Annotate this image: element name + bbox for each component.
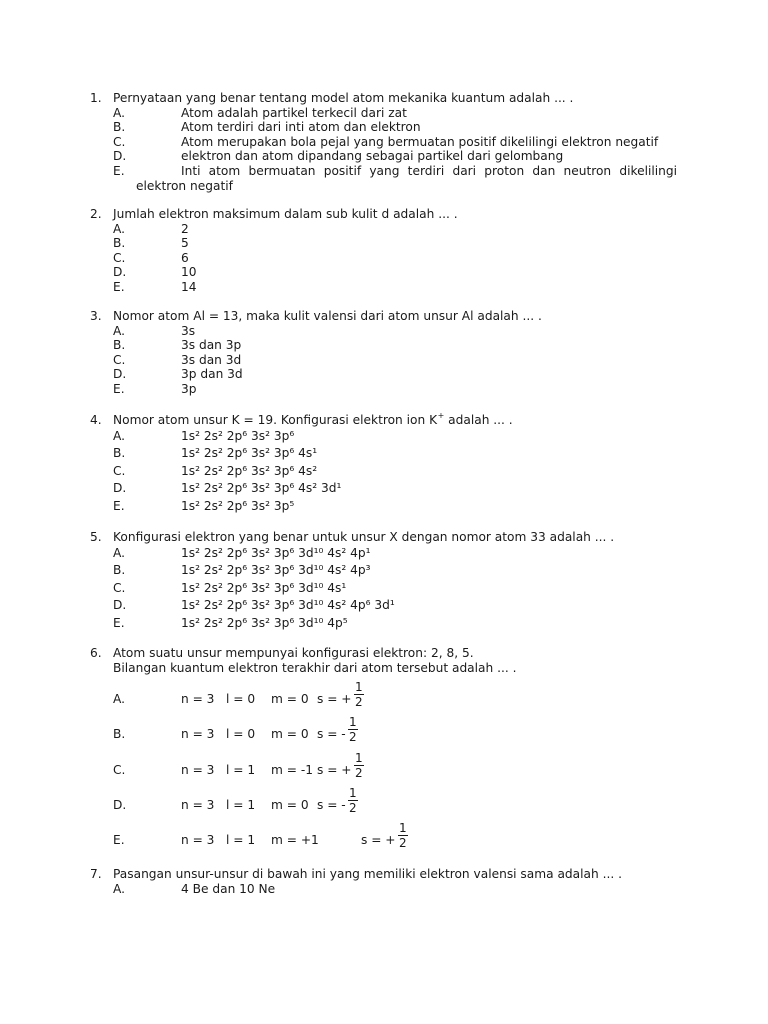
question-number: 1.: [90, 91, 102, 105]
option-letter: A.: [113, 323, 125, 338]
option-c: [0, 353, 768, 368]
quantum-l: l = 0: [226, 692, 256, 707]
option-e: [0, 498, 768, 516]
option-text: 1s² 2s² 2p⁶ 3s² 3p⁶ 3d¹⁰ 4s² 4p¹: [181, 545, 371, 560]
quantum-n: n = 3: [181, 727, 215, 742]
quantum-l: l = 0: [226, 727, 256, 742]
option-letter: C.: [113, 463, 126, 478]
option-letter: D.: [113, 367, 127, 382]
question-text: Jumlah elektron maksimum dalam sub kulit d adalah ... .: [113, 207, 458, 221]
option-b: [0, 338, 768, 353]
quantum-n: n = 3: [181, 692, 215, 707]
quantum-n: n = 3: [181, 797, 215, 812]
quantum-m: m = 0: [271, 692, 309, 707]
option-letter: C.: [113, 762, 126, 777]
option-text: 1s² 2s² 2p⁶ 3s² 3p⁵: [181, 498, 295, 513]
question-5: [0, 530, 768, 633]
option-letter: E.: [113, 163, 125, 178]
quantum-n: n = 3: [181, 762, 215, 777]
option-text: 10: [181, 265, 197, 280]
option-d: [0, 597, 768, 615]
option-letter: C.: [113, 580, 126, 595]
option-a: [0, 545, 768, 563]
option-a: [0, 428, 768, 446]
option-a: [0, 106, 768, 121]
option-e: [0, 822, 768, 857]
question-text: Atom suatu unsur mempunyai konfigurasi elektron: 2, 8, 5.: [113, 646, 474, 660]
option-d: [0, 149, 768, 164]
question-4: [0, 410, 768, 516]
option-text: 14: [181, 279, 197, 294]
option-letter: D.: [113, 598, 127, 613]
option-text: Atom adalah partikel terkecil dari zat: [181, 105, 407, 120]
option-letter: E.: [113, 381, 125, 396]
option-e: [0, 382, 768, 397]
option-letter: B.: [113, 727, 126, 742]
quantum-m: m = -1: [271, 762, 313, 777]
quantum-s: s = +: [317, 692, 352, 707]
option-b: [0, 562, 768, 580]
option-letter: B.: [113, 236, 126, 251]
option-text: Inti atom bermuatan positif yang terdiri dari proton dan neutron dikelilingi: [181, 163, 677, 178]
option-letter: A.: [113, 428, 125, 443]
option-d: [0, 265, 768, 280]
option-letter: C.: [113, 250, 126, 265]
option-letter: B.: [113, 446, 126, 461]
option-text: 3p: [181, 381, 197, 396]
option-letter: D.: [113, 481, 127, 496]
fraction: $\frac{1}{2}$: [399, 820, 407, 850]
option-d: [0, 787, 768, 822]
option-text: Atom terdiri dari inti atom dan elektron: [181, 120, 421, 135]
option-d: [0, 367, 768, 382]
option-text: 1s² 2s² 2p⁶ 3s² 3p⁶: [181, 428, 295, 443]
quantum-s: s = +: [317, 762, 352, 777]
option-text: 1s² 2s² 2p⁶ 3s² 3p⁶ 3d¹⁰ 4s² 4p⁶ 3d¹: [181, 598, 395, 613]
quantum-s: s = -: [317, 727, 346, 742]
option-c: [0, 251, 768, 266]
option-letter: A.: [113, 692, 125, 707]
quantum-s: s = +: [361, 832, 396, 847]
quantum-s: s = -: [317, 797, 346, 812]
quantum-m: m = +1: [271, 832, 319, 847]
option-text-continuation: elektron negatif: [136, 178, 233, 193]
question-2: [0, 207, 768, 295]
question-text: Pernyataan yang benar tentang model atom mekanika kuantum adalah ... .: [113, 91, 574, 105]
option-letter: E.: [113, 615, 125, 630]
option-e: [0, 280, 768, 295]
quantum-l: l = 1: [226, 762, 256, 777]
question-text: Pasangan unsur-unsur di bawah ini yang memiliki elektron valensi sama adalah ... .: [113, 867, 622, 881]
option-letter: A.: [113, 881, 125, 896]
option-b: [0, 236, 768, 251]
option-text: 6: [181, 250, 189, 265]
option-letter: A.: [113, 221, 125, 236]
option-c: [0, 752, 768, 787]
question-text: Nomor atom Al = 13, maka kulit valensi dari atom unsur Al adalah ... .: [113, 309, 542, 323]
option-text: 1s² 2s² 2p⁶ 3s² 3p⁶ 4s¹: [181, 446, 318, 461]
option-letter: B.: [113, 563, 126, 578]
option-text: 3s dan 3p: [181, 338, 242, 353]
question-number: 7.: [90, 867, 102, 881]
option-e: [0, 615, 768, 633]
option-d: [0, 480, 768, 498]
option-b: [0, 716, 768, 751]
option-letter: C.: [113, 352, 126, 367]
option-letter: D.: [113, 149, 127, 164]
option-a: [0, 324, 768, 339]
quantum-l: l = 1: [226, 832, 256, 847]
option-text: 1s² 2s² 2p⁶ 3s² 3p⁶ 4s² 3d¹: [181, 481, 342, 496]
option-c: [0, 135, 768, 150]
question-number: 5.: [90, 530, 102, 544]
option-text: 2: [181, 221, 189, 236]
option-text: 4 Be dan 10 Ne: [181, 881, 276, 896]
option-e-continuation: [0, 179, 768, 194]
option-letter: B.: [113, 338, 126, 353]
option-letter: D.: [113, 265, 127, 280]
option-text: 3p dan 3d: [181, 367, 243, 382]
option-text: 1s² 2s² 2p⁶ 3s² 3p⁶ 3d¹⁰ 4s¹: [181, 580, 347, 595]
option-text: 3s dan 3d: [181, 352, 242, 367]
question-number: 6.: [90, 646, 102, 660]
question-text: Konfigurasi elektron yang benar untuk unsur X dengan nomor atom 33 adalah ... .: [113, 530, 615, 544]
question-number: 4.: [90, 413, 102, 427]
option-text: Atom merupakan bola pejal yang bermuatan positif dikelilingi elektron negatif: [181, 134, 659, 149]
quantum-m: m = 0: [271, 797, 309, 812]
fraction: $\frac{1}{2}$: [355, 750, 363, 780]
option-letter: E.: [113, 832, 125, 847]
option-text: 3s: [181, 323, 196, 338]
option-c: [0, 463, 768, 481]
question-text: Nomor atom unsur K = 19. Konfigurasi elektron ion K+ adalah ... .: [113, 410, 513, 427]
fraction: $\frac{1}{2}$: [349, 715, 357, 745]
question-6: [0, 646, 768, 857]
question-3: [0, 309, 768, 397]
option-letter: A.: [113, 105, 125, 120]
quantum-m: m = 0: [271, 727, 309, 742]
option-text: 1s² 2s² 2p⁶ 3s² 3p⁶ 3d¹⁰ 4s² 4p³: [181, 563, 371, 578]
option-b: [0, 120, 768, 135]
ion-charge: +: [437, 410, 445, 420]
question-1: [0, 91, 768, 193]
question-number: 3.: [90, 309, 102, 323]
option-a: [0, 681, 768, 716]
option-text: elektron dan atom dipandang sebagai partikel dari gelombang: [181, 149, 564, 164]
option-letter: E.: [113, 498, 125, 513]
option-text: 1s² 2s² 2p⁶ 3s² 3p⁶ 3d¹⁰ 4p⁵: [181, 615, 348, 630]
quantum-l: l = 1: [226, 797, 256, 812]
option-a: [0, 222, 768, 237]
option-text: 5: [181, 236, 189, 251]
question-text-line-2: Bilangan kuantum elektron terakhir dari atom tersebut adalah ... .: [113, 660, 517, 675]
option-letter: D.: [113, 797, 127, 812]
option-b: [0, 445, 768, 463]
quantum-n: n = 3: [181, 832, 215, 847]
option-letter: B.: [113, 120, 126, 135]
option-letter: E.: [113, 279, 125, 294]
question-7: [0, 867, 768, 896]
option-letter: C.: [113, 134, 126, 149]
option-c: [0, 580, 768, 598]
fraction: $\frac{1}{2}$: [355, 680, 363, 710]
option-e: [0, 164, 768, 179]
question-number: 2.: [90, 207, 102, 221]
option-text: 1s² 2s² 2p⁶ 3s² 3p⁶ 4s²: [181, 463, 318, 478]
fraction: $\frac{1}{2}$: [349, 785, 357, 815]
option-letter: A.: [113, 545, 125, 560]
option-a: [0, 882, 768, 897]
